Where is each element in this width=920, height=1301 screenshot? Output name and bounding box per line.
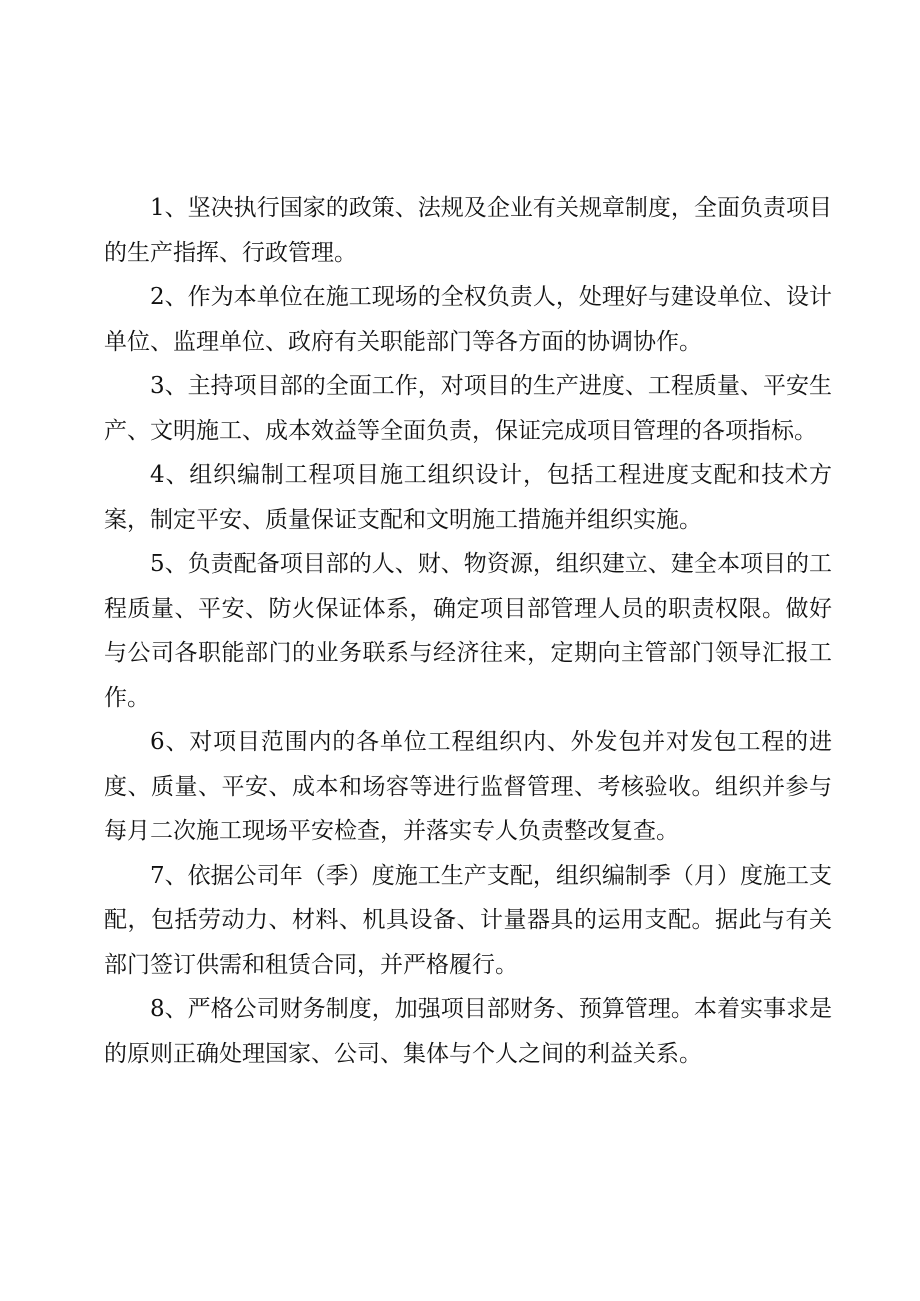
- duty-paragraph-3: 3、主持项目部的全面工作，对项目的生产进度、工程质量、平安生产、文明施工、成本效益等全面负责，保证完成项目管理的各项指标。: [104, 373, 832, 444]
- duty-paragraph-2: 2、作为本单位在施工现场的全权负责人，处理好与建设单位、设计单位、监理单位、政府有关职能部门等各方面的协调协作。: [104, 284, 832, 355]
- duty-paragraph-5: 5、负责配备项目部的人、财、物资源，组织建立、建全本项目的工程质量、平安、防火保证体系，确定项目部管理人员的职责权限。做好与公司各职能部门的业务联系与经济往来，定期向主管部门领导汇报工作。: [104, 551, 832, 711]
- duty-paragraph-6: 6、对项目范围内的各单位工程组织内、外发包并对发包工程的进度、质量、平安、成本和场容等进行监督管理、考核验收。组织并参与每月二次施工现场平安检查，并落实专人负责整改复查。: [104, 729, 832, 844]
- document-body: [104, 186, 832, 1076]
- duty-paragraph-8: 8、严格公司财务制度，加强项目部财务、预算管理。本着实事求是的原则正确处理国家、公司、集体与个人之间的利益关系。: [104, 996, 832, 1067]
- duty-paragraph-1: 1、坚决执行国家的政策、法规及企业有关规章制度，全面负责项目的生产指挥、行政管理。: [104, 195, 832, 266]
- duty-paragraph-4: 4、组织编制工程项目施工组织设计，包括工程进度支配和技术方案，制定平安、质量保证支配和文明施工措施并组织实施。: [104, 462, 832, 533]
- duty-paragraph-7: 7、依据公司年（季）度施工生产支配，组织编制季（月）度施工支配，包括劳动力、材料、机具设备、计量器具的运用支配。据此与有关部门签订供需和租赁合同，并严格履行。: [104, 862, 832, 978]
